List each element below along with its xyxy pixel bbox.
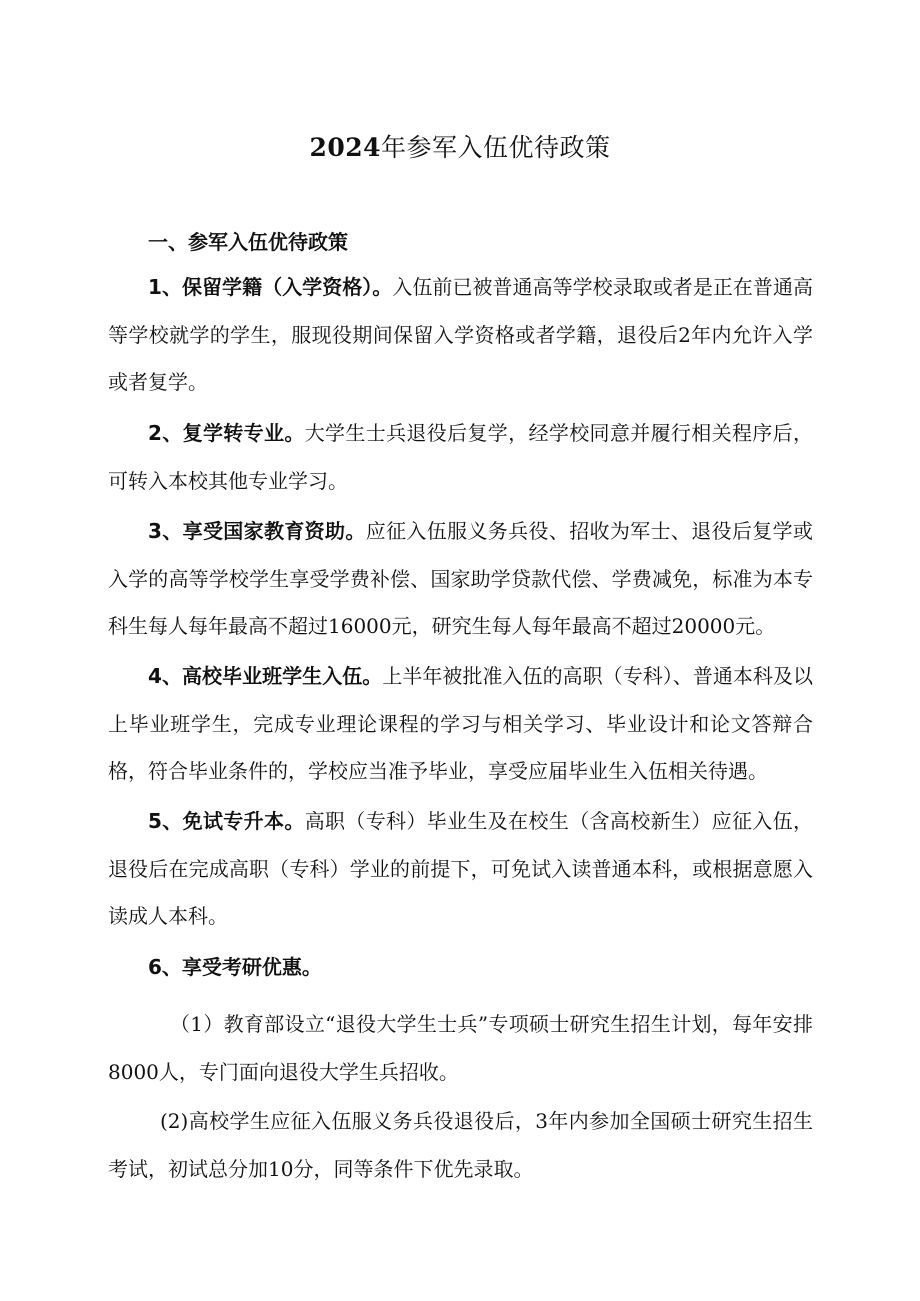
policy-item-5-lead: 5、免试专升本。 (148, 809, 305, 833)
page-title (0, 128, 920, 168)
policy-item-4 (108, 653, 813, 796)
policy-item-3 (108, 508, 813, 651)
policy-item-6-lead: 6、享受考研优惠。 (148, 955, 322, 979)
policy-item-2 (108, 410, 813, 505)
title-year: 2024 (309, 133, 382, 162)
policy-item-1-body: 入伍前已被普通高等学校录取或者是正在普通高等学校就学的学生，服现役期间保留入学资格或者学籍，退役后2年内允许入学或者复学。 (108, 275, 813, 394)
policy-item-1-lead: 1、保留学籍（入学资格）。 (148, 275, 393, 299)
policy-item-4-body: 上半年被批准入伍的高职（专科）、普通本科及以上毕业班学生，完成专业理论课程的学习与相关学习、毕业设计和论文答辩合格，符合毕业条件的，学校应当准予毕业，享受应届毕业生入伍相关待遇。 (108, 664, 813, 783)
policy-item-3-lead: 3、享受国家教育资助。 (148, 519, 366, 543)
sub-item-2: (2)高校学生应征入伍服义务兵役退役后，3年内参加全国硕士研究生招生考试，初试总分加10分，同等条件下优先录取。 (108, 1109, 813, 1181)
policy-item-5 (108, 798, 813, 941)
policy-item-3-body: 应征入伍服义务兵役、招收为军士、退役后复学或入学的高等学校学生享受学费补偿、国家助学贷款代偿、学费减免，标准为本专科生每人每年最高不超过16000元，研究生每人每年最高不超过20000元。 (108, 519, 814, 638)
policy-item-2-body: 大学生士兵退役后复学，经学校同意并履行相关程序后，可转入本校其他专业学习。 (108, 421, 813, 493)
section-heading: 一、参军入伍优待政策 (148, 230, 348, 254)
policy-item-6 (108, 944, 813, 992)
sub-item-1: （1）教育部设立“退役大学生士兵”专项硕士研究生招生计划，每年安排8000人，专门面向退役大学生兵招收。 (108, 1012, 813, 1084)
policy-item-5-body: 高职（专科）毕业生及在校生（含高校新生）应征入伍，退役后在完成高职（专科）学业的前提下，可免试入读普通本科，或根据意愿入读成人本科。 (108, 809, 813, 928)
policy-item-4-lead: 4、高校毕业班学生入伍。 (148, 664, 383, 688)
title-text: 年参军入伍优待政策 (381, 133, 611, 162)
policy-item-2-lead: 2、复学转专业。 (148, 421, 305, 445)
policy-item-1 (108, 264, 813, 407)
